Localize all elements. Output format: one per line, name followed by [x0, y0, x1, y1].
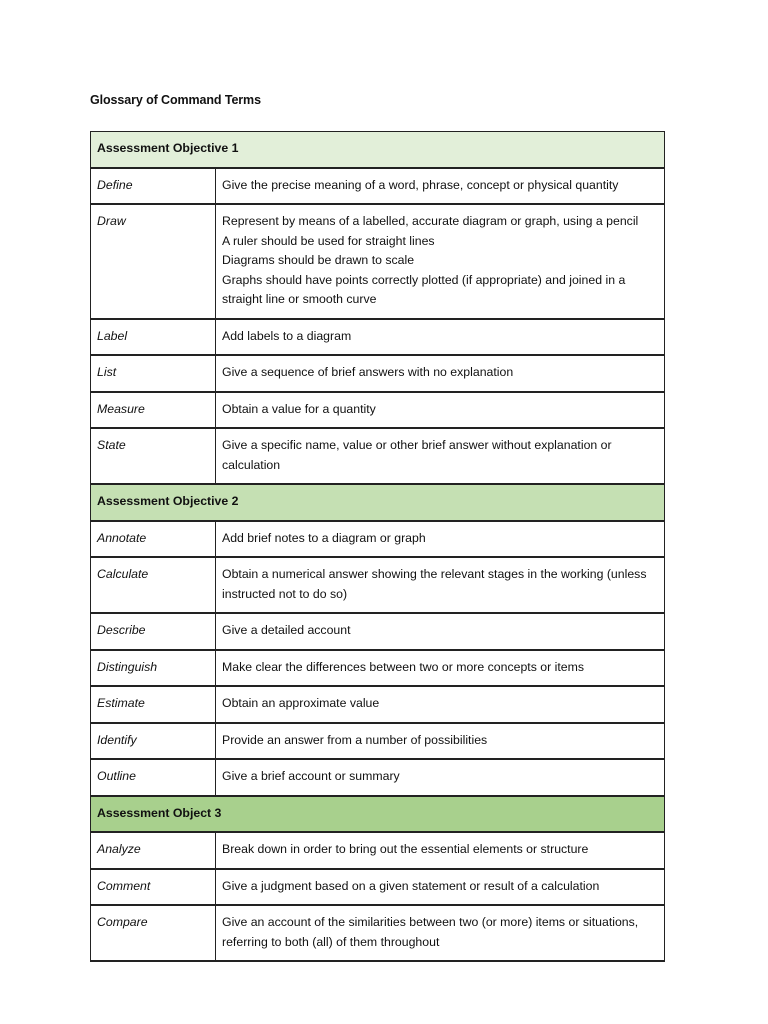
- term-definition: [216, 428, 665, 484]
- definition-line: Obtain a numerical answer showing the relevant stages in the working (unless instructed not to do so): [222, 567, 647, 601]
- definition-line: Give a judgment based on a given statement or result of a calculation: [222, 878, 600, 893]
- table-row: [91, 204, 665, 319]
- definition-line: A ruler should be used for straight lines: [222, 233, 435, 248]
- command-term: Calculate: [91, 557, 216, 613]
- term-definition: [216, 686, 665, 723]
- term-definition: [216, 905, 665, 961]
- page-title: Glossary of Command Terms: [90, 93, 261, 107]
- definition-line: Graphs should have points correctly plotted (if appropriate) and joined in a straight line or smooth curve: [222, 272, 626, 306]
- command-term: Comment: [91, 869, 216, 906]
- section-heading: Assessment Objective 1: [91, 132, 665, 168]
- definition-line: Add labels to a diagram: [222, 328, 352, 343]
- term-definition: [216, 168, 665, 205]
- command-term: List: [91, 355, 216, 392]
- table-row: [91, 686, 665, 723]
- term-definition: [216, 832, 665, 869]
- table-row: [91, 319, 665, 356]
- definition-line: Add brief notes to a diagram or graph: [222, 530, 426, 545]
- definition-line: Provide an answer from a number of possibilities: [222, 732, 488, 747]
- definition-line: Represent by means of a labelled, accurate diagram or graph, using a pencil: [222, 214, 639, 228]
- definition-line: Give a brief account or summary: [222, 769, 400, 783]
- command-term: Compare: [91, 905, 216, 961]
- definition-line: Diagrams should be drawn to scale: [222, 253, 415, 267]
- table-row: [91, 355, 665, 392]
- command-term: Estimate: [91, 686, 216, 723]
- definition-line: Give an account of the similarities between two (or more) items or situations, referring to both (all) of them throughout: [222, 915, 639, 949]
- command-term: State: [91, 428, 216, 484]
- table-row: [91, 428, 665, 484]
- table-row: [91, 557, 665, 613]
- definition-line: Obtain an approximate value: [222, 696, 380, 710]
- term-definition: [216, 319, 665, 356]
- section-header-row: [91, 796, 665, 833]
- definition-line: Give a detailed account: [222, 623, 351, 637]
- term-definition: [216, 392, 665, 429]
- command-term: Label: [91, 319, 216, 356]
- table-row: [91, 168, 665, 205]
- table-row: [91, 759, 665, 796]
- section-header-row: [91, 132, 665, 168]
- definition-line: Give a specific name, value or other brief answer without explanation or calculation: [222, 438, 612, 472]
- definition-line: Give the precise meaning of a word, phrase, concept or physical quantity: [222, 177, 619, 192]
- table-row: [91, 392, 665, 429]
- section-heading: Assessment Object 3: [91, 796, 665, 833]
- command-term: Annotate: [91, 521, 216, 558]
- term-definition: [216, 869, 665, 906]
- command-term: Measure: [91, 392, 216, 429]
- command-term: Describe: [91, 613, 216, 650]
- table-row: [91, 650, 665, 687]
- command-term: Draw: [91, 204, 216, 319]
- definition-line: Make clear the differences between two or more concepts or items: [222, 659, 585, 674]
- command-term: Define: [91, 168, 216, 205]
- term-definition: [216, 557, 665, 613]
- definition-line: Obtain a value for a quantity: [222, 401, 376, 416]
- table-row: [91, 723, 665, 760]
- definition-line: Break down in order to bring out the essential elements or structure: [222, 842, 589, 856]
- command-term: Distinguish: [91, 650, 216, 687]
- term-definition: [216, 521, 665, 558]
- table-row: [91, 905, 665, 961]
- term-definition: [216, 613, 665, 650]
- command-term: Identify: [91, 723, 216, 760]
- term-definition: [216, 723, 665, 760]
- term-definition: [216, 759, 665, 796]
- command-terms-table-body: [91, 132, 665, 962]
- term-definition: [216, 650, 665, 687]
- section-header-row: [91, 484, 665, 521]
- table-row: [91, 869, 665, 906]
- section-heading: Assessment Objective 2: [91, 484, 665, 521]
- command-terms-table: [90, 131, 665, 962]
- command-term: Analyze: [91, 832, 216, 869]
- table-row: [91, 613, 665, 650]
- definition-line: Give a sequence of brief answers with no explanation: [222, 365, 514, 379]
- term-definition: [216, 355, 665, 392]
- table-row: [91, 521, 665, 558]
- command-term: Outline: [91, 759, 216, 796]
- term-definition: [216, 204, 665, 319]
- table-row: [91, 832, 665, 869]
